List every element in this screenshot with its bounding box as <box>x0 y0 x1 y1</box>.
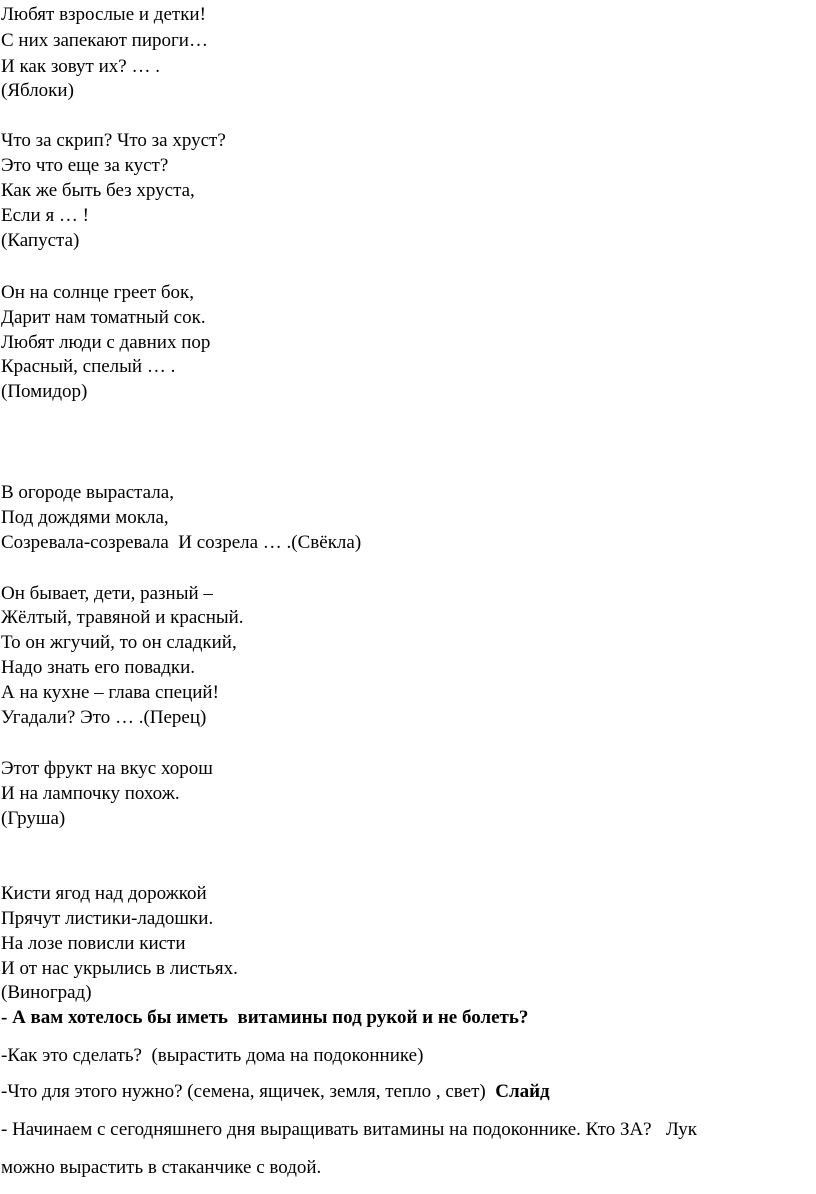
riddle-line: Красный, спелый … . <box>1 356 176 377</box>
riddle-line: Дарит нам томатный сок. <box>1 307 206 328</box>
teacher-question: - А вам хотелось бы иметь витамины под рукой и не болеть? <box>1 1007 529 1028</box>
slide-marker: Слайд <box>495 1081 550 1102</box>
riddle-line: Он бывает, дети, разный – <box>1 583 213 604</box>
riddle-answer: (Виноград) <box>1 982 92 1003</box>
dialogue-line: - Начинаем с сегодняшнего дня выращивать витамины на подоконнике. Кто ЗА? Лук <box>1 1119 698 1140</box>
riddle-line: Это что еще за куст? <box>1 155 169 176</box>
riddle-line: Любят люди с давних пор <box>1 332 211 353</box>
riddle-line: И как зовут их? … . <box>1 56 160 77</box>
riddle-line: Любят взрослые и детки! <box>1 4 206 25</box>
riddle-line: Надо знать его повадки. <box>1 657 196 678</box>
riddle-line: И от нас укрылись в листьях. <box>1 958 238 979</box>
riddle-line: Он на солнце греет бок, <box>1 282 195 303</box>
riddle-line: И на лампочку похож. <box>1 783 180 804</box>
riddle-line: Кисти ягод над дорожкой <box>1 883 207 904</box>
riddle-line: Как же быть без хруста, <box>1 180 195 201</box>
riddle-line: То он жгучий, то он сладкий, <box>1 632 237 653</box>
riddle-answer: (Капуста) <box>1 230 80 251</box>
dialogue-text: -Что для этого нужно? (семена, ящичек, земля, тепло , свет) <box>1 1081 496 1102</box>
riddle-line: Прячут листики-ладошки. <box>1 908 214 929</box>
riddle-line: На лозе повисли кисти <box>1 933 186 954</box>
riddle-line: Созревала-созревала И созрела … .(Свёкла) <box>1 532 362 553</box>
riddle-line: С них запекают пироги… <box>1 30 208 51</box>
dialogue-line: можно вырастить в стаканчике с водой. <box>1 1157 322 1178</box>
riddle-answer: (Яблоки) <box>1 80 74 101</box>
riddle-line: Жёлтый, травяной и красный. <box>1 607 244 628</box>
riddle-answer: (Помидор) <box>1 381 88 402</box>
dialogue-line: -Как это сделать? (вырастить дома на подоконнике) <box>1 1045 424 1066</box>
riddle-line: А на кухне – глава специй! <box>1 682 219 703</box>
riddle-line: В огороде вырастала, <box>1 482 174 503</box>
riddle-line: Этот фрукт на вкус хорош <box>1 758 213 779</box>
dialogue-line <box>1 1079 550 1105</box>
riddle-line: Если я … ! <box>1 205 90 226</box>
riddle-line: Под дождями мокла, <box>1 507 169 528</box>
riddle-line: Что за скрип? Что за хруст? <box>1 130 226 151</box>
riddle-answer: (Груша) <box>1 808 66 829</box>
riddle-line: Угадали? Это … .(Перец) <box>1 707 207 728</box>
